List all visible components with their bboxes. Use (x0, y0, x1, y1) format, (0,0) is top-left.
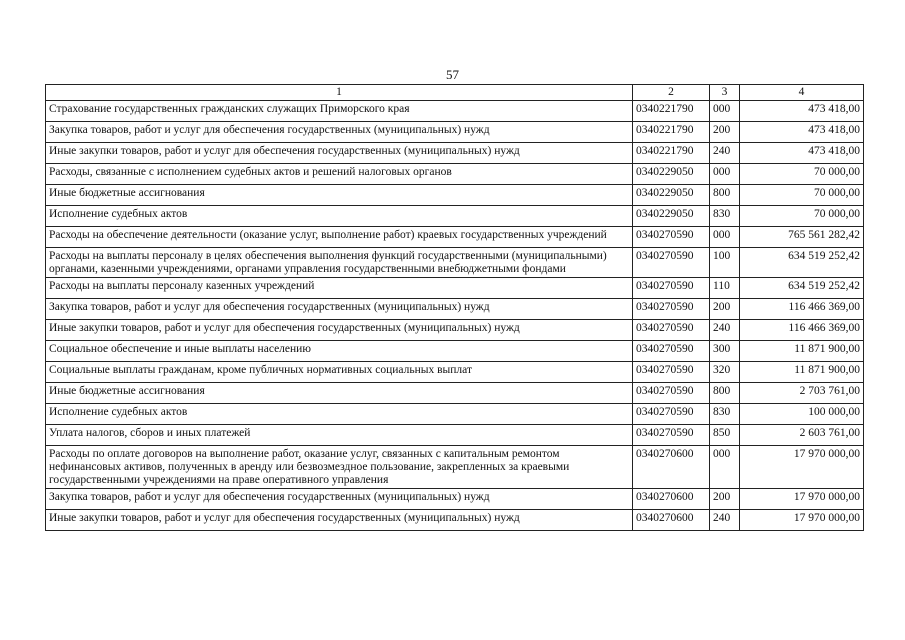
table-row (46, 101, 864, 122)
table-row (46, 489, 864, 510)
row-name-cell: Расходы по оплате договоров на выполнение работ, оказание услуг, связанных с капитальным ремонтом нефинансовых активов, полученных в аренду или безвозмездное пользование, закрепленных за краевыми государственными учреждениями на праве оперативного управления (46, 446, 633, 489)
row-name-cell: Расходы на обеспечение деятельности (оказание услуг, выполнение работ) краевых государственных учреждений (46, 227, 633, 248)
row-name-cell: Расходы на выплаты персоналу в целях обеспечения выполнения функций государственными (муниципальными) органами, казенными учреждениями, органами управления государственными внебюджетными фондами (46, 248, 633, 278)
table-row (46, 164, 864, 185)
table-row (46, 404, 864, 425)
row-code-cell: 0340221790 (633, 143, 710, 164)
row-amount-cell: 17 970 000,00 (740, 446, 864, 489)
row-name-cell: Иные бюджетные ассигнования (46, 185, 633, 206)
table-row (46, 143, 864, 164)
row-amount-cell: 2 603 761,00 (740, 425, 864, 446)
row-type-cell: 100 (710, 248, 740, 278)
row-name-cell: Иные закупки товаров, работ и услуг для обеспечения государственных (муниципальных) нужд (46, 320, 633, 341)
row-amount-cell: 70 000,00 (740, 164, 864, 185)
row-code-cell: 0340270590 (633, 299, 710, 320)
budget-table (45, 84, 864, 531)
row-type-cell: 000 (710, 227, 740, 248)
table-row (46, 362, 864, 383)
table-row (46, 227, 864, 248)
header-row (46, 85, 864, 101)
row-type-cell: 200 (710, 489, 740, 510)
row-type-cell: 800 (710, 185, 740, 206)
table-row (46, 248, 864, 278)
row-type-cell: 240 (710, 320, 740, 341)
table-row (46, 425, 864, 446)
row-code-cell: 0340270590 (633, 227, 710, 248)
table-row (46, 206, 864, 227)
table-row (46, 446, 864, 489)
row-amount-cell: 473 418,00 (740, 101, 864, 122)
table-row (46, 341, 864, 362)
column-header-name: 1 (46, 85, 633, 101)
row-amount-cell: 473 418,00 (740, 122, 864, 143)
row-type-cell: 240 (710, 510, 740, 531)
column-header-code: 2 (633, 85, 710, 101)
table-row (46, 278, 864, 299)
row-code-cell: 0340221790 (633, 101, 710, 122)
row-name-cell: Закупка товаров, работ и услуг для обеспечения государственных (муниципальных) нужд (46, 299, 633, 320)
table-row (46, 299, 864, 320)
row-amount-cell: 11 871 900,00 (740, 362, 864, 383)
row-amount-cell: 70 000,00 (740, 206, 864, 227)
row-code-cell: 0340270600 (633, 510, 710, 531)
row-name-cell: Иные закупки товаров, работ и услуг для обеспечения государственных (муниципальных) нужд (46, 143, 633, 164)
row-name-cell: Расходы, связанные с исполнением судебных актов и решений налоговых органов (46, 164, 633, 185)
table-row (46, 383, 864, 404)
row-type-cell: 110 (710, 278, 740, 299)
row-amount-cell: 17 970 000,00 (740, 489, 864, 510)
row-code-cell: 0340270590 (633, 425, 710, 446)
row-code-cell: 0340221790 (633, 122, 710, 143)
row-name-cell: Социальное обеспечение и иные выплаты населению (46, 341, 633, 362)
row-type-cell: 200 (710, 122, 740, 143)
row-type-cell: 000 (710, 446, 740, 489)
row-type-cell: 830 (710, 206, 740, 227)
table-row (46, 185, 864, 206)
table-row (46, 122, 864, 143)
row-name-cell: Иные закупки товаров, работ и услуг для обеспечения государственных (муниципальных) нужд (46, 510, 633, 531)
row-type-cell: 800 (710, 383, 740, 404)
row-amount-cell: 116 466 369,00 (740, 320, 864, 341)
row-name-cell: Исполнение судебных актов (46, 206, 633, 227)
row-code-cell: 0340270590 (633, 404, 710, 425)
row-name-cell: Иные бюджетные ассигнования (46, 383, 633, 404)
row-type-cell: 000 (710, 101, 740, 122)
table-row (46, 510, 864, 531)
row-code-cell: 0340270590 (633, 248, 710, 278)
column-header-type: 3 (710, 85, 740, 101)
row-amount-cell: 116 466 369,00 (740, 299, 864, 320)
row-type-cell: 850 (710, 425, 740, 446)
row-amount-cell: 17 970 000,00 (740, 510, 864, 531)
row-name-cell: Уплата налогов, сборов и иных платежей (46, 425, 633, 446)
page-number: 57 (446, 67, 459, 82)
row-code-cell: 0340229050 (633, 164, 710, 185)
row-name-cell: Исполнение судебных актов (46, 404, 633, 425)
row-amount-cell: 2 703 761,00 (740, 383, 864, 404)
row-amount-cell: 11 871 900,00 (740, 341, 864, 362)
row-code-cell: 0340229050 (633, 206, 710, 227)
row-code-cell: 0340229050 (633, 185, 710, 206)
row-type-cell: 240 (710, 143, 740, 164)
row-type-cell: 200 (710, 299, 740, 320)
row-amount-cell: 634 519 252,42 (740, 248, 864, 278)
row-code-cell: 0340270600 (633, 489, 710, 510)
row-type-cell: 000 (710, 164, 740, 185)
row-type-cell: 830 (710, 404, 740, 425)
row-amount-cell: 100 000,00 (740, 404, 864, 425)
table-row (46, 320, 864, 341)
row-name-cell: Расходы на выплаты персоналу казенных учреждений (46, 278, 633, 299)
row-name-cell: Страхование государственных гражданских служащих Приморского края (46, 101, 633, 122)
column-header-amount: 4 (740, 85, 864, 101)
row-amount-cell: 473 418,00 (740, 143, 864, 164)
row-name-cell: Закупка товаров, работ и услуг для обеспечения государственных (муниципальных) нужд (46, 489, 633, 510)
table-body (46, 101, 864, 531)
row-amount-cell: 70 000,00 (740, 185, 864, 206)
row-code-cell: 0340270590 (633, 278, 710, 299)
row-code-cell: 0340270590 (633, 320, 710, 341)
row-code-cell: 0340270590 (633, 383, 710, 404)
row-amount-cell: 765 561 282,42 (740, 227, 864, 248)
row-name-cell: Социальные выплаты гражданам, кроме публичных нормативных социальных выплат (46, 362, 633, 383)
row-type-cell: 300 (710, 341, 740, 362)
row-name-cell: Закупка товаров, работ и услуг для обеспечения государственных (муниципальных) нужд (46, 122, 633, 143)
row-code-cell: 0340270590 (633, 341, 710, 362)
row-type-cell: 320 (710, 362, 740, 383)
row-code-cell: 0340270590 (633, 362, 710, 383)
row-code-cell: 0340270600 (633, 446, 710, 489)
row-amount-cell: 634 519 252,42 (740, 278, 864, 299)
